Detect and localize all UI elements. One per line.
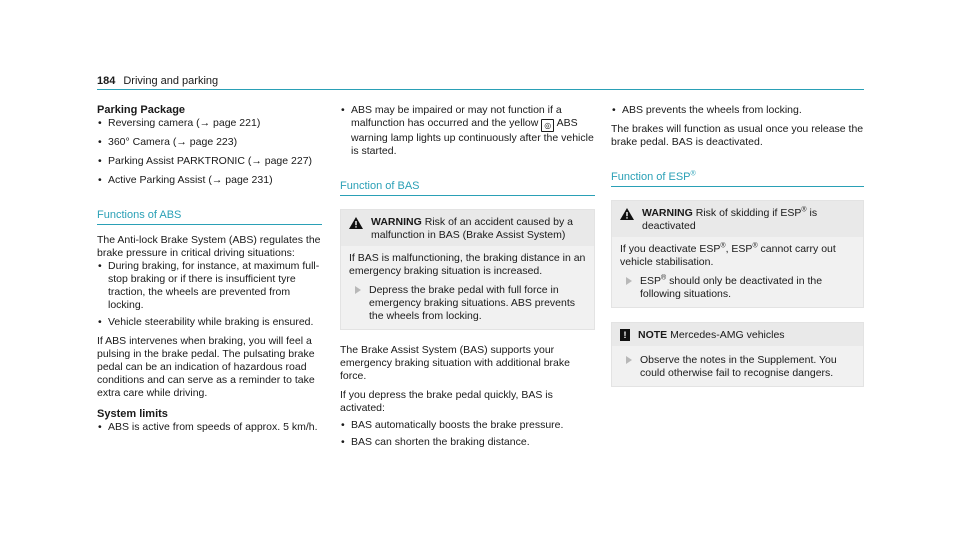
function-of-bas-heading: Function of BAS <box>340 180 595 196</box>
warning-text: If BAS is malfunctioning, the braking distance in an emergency braking situation is increased. <box>349 252 586 277</box>
action-text: Observe the notes in the Supplement. You could otherwise fail to recognise dangers. <box>640 354 837 379</box>
function-of-esp-heading <box>611 171 864 187</box>
list-item: • ABS is active from speeds of approx. 5 km/h. <box>97 421 322 434</box>
action-text: Depress the brake pedal with full force in emergency braking situations. ABS prevents the wheels from locking. <box>369 284 576 322</box>
warning-action <box>620 275 855 301</box>
note-body <box>612 346 863 386</box>
action-arrow-icon <box>626 277 632 285</box>
page-title: Driving and parking <box>123 75 219 87</box>
esp-warning-box <box>611 200 864 308</box>
warning-keyword: WARNING <box>371 216 422 228</box>
registered-mark: ® <box>801 206 807 214</box>
abs-prevents-list <box>611 104 864 117</box>
list-item: • 360° Camera (→ page 223) <box>97 136 322 149</box>
warning-triangle-icon <box>349 217 363 229</box>
abs-impaired-text-b: ABS warning lamp lights up continuously after the vehicle is started. <box>351 117 594 157</box>
bas-list <box>340 419 595 449</box>
warning-triangle-icon <box>620 208 634 220</box>
page-header <box>97 75 864 90</box>
column-3 <box>611 104 864 387</box>
registered-mark: ® <box>661 274 667 282</box>
warning-title-a: Risk of skidding if ESP <box>695 207 802 219</box>
registered-mark: ® <box>752 242 758 250</box>
system-limits-list <box>97 421 322 434</box>
abs-warning-lamp-icon: ◎ <box>541 119 554 132</box>
note-action <box>620 354 855 380</box>
warning-text <box>620 243 855 269</box>
esp-heading-text: Function of ESP <box>611 171 691 183</box>
note-keyword: NOTE <box>638 329 668 341</box>
abs-list <box>97 260 322 329</box>
brakes-paragraph: The brakes will function as usual once you release the brake pedal. BAS is deactivated. <box>611 123 864 148</box>
warning-text-c: cannot carry out vehicle stabilisation. <box>620 243 836 268</box>
warning-header <box>341 210 594 246</box>
page-number: 184 <box>97 75 116 87</box>
action-arrow-icon <box>355 286 361 294</box>
warning-keyword: WARNING <box>642 207 693 219</box>
list-item: • BAS automatically boosts the brake pressure. <box>340 419 595 432</box>
warning-header <box>612 201 863 237</box>
warning-action <box>349 284 586 323</box>
action-text <box>640 275 855 301</box>
warning-title: Risk of an accident caused by a malfunction in BAS (Brake Assist System) <box>371 216 574 241</box>
bas-paragraph-2: If you depress the brake pedal quickly, BAS is activated: <box>340 389 553 414</box>
list-item: • Reversing camera (→ page 221) <box>97 117 322 130</box>
note-exclamation-icon: ! <box>620 329 630 341</box>
list-item: • ABS prevents the wheels from locking. <box>611 104 864 117</box>
action-text-a: ESP <box>640 275 662 287</box>
list-item: • Active Parking Assist (→ page 231) <box>97 174 322 187</box>
abs-impaired-text-a: ABS may be impaired or may not function if a malfunction has occurred and the yellow <box>351 104 562 129</box>
warning-text-a: If you deactivate ESP <box>620 243 721 255</box>
esp-note-box <box>611 322 864 387</box>
note-title: Mercedes-AMG vehicles <box>670 329 785 341</box>
warning-title-b: is deactivated <box>642 207 818 232</box>
column-2 <box>340 104 595 449</box>
abs-intro: The Anti-lock Brake System (ABS) regulates the brake pressure in critical driving situations: <box>97 234 321 259</box>
note-header <box>612 323 863 346</box>
list-item: • During braking, for instance, at maximum full-stop braking or if there is insufficient tyre traction, the wheels are prevented from locking. <box>97 260 322 312</box>
list-item: • Vehicle steerability while braking is ensured. <box>97 316 322 329</box>
warning-body <box>341 246 594 329</box>
warning-body <box>612 237 863 307</box>
functions-of-abs-heading: Functions of ABS <box>97 209 322 225</box>
list-item <box>340 104 595 158</box>
column-1 <box>97 104 322 434</box>
registered-mark: ® <box>690 170 696 178</box>
list-item: • Parking Assist PARKTRONIC (→ page 227) <box>97 155 322 168</box>
registered-mark: ® <box>720 242 726 250</box>
parking-package-list <box>97 117 322 187</box>
bas-warning-box <box>340 209 595 330</box>
abs-impaired-list <box>340 104 595 158</box>
list-item: • BAS can shorten the braking distance. <box>340 436 595 449</box>
action-arrow-icon <box>626 356 632 364</box>
warning-text-b: , ESP <box>725 243 753 255</box>
parking-package-heading: Parking Package <box>97 104 186 116</box>
action-text-b: should only be deactivated in the following situations. <box>640 275 823 300</box>
bas-paragraph-1: The Brake Assist System (BAS) supports your emergency braking situation with additional brake force. <box>340 344 570 382</box>
abs-paragraph: If ABS intervenes when braking, you will feel a pulsing in the brake pedal. The pulsating brake pedal can be an indication of hazardous road conditions and can serve as a reminder to take extra care while driving. <box>97 335 315 399</box>
system-limits-heading: System limits <box>97 408 168 420</box>
